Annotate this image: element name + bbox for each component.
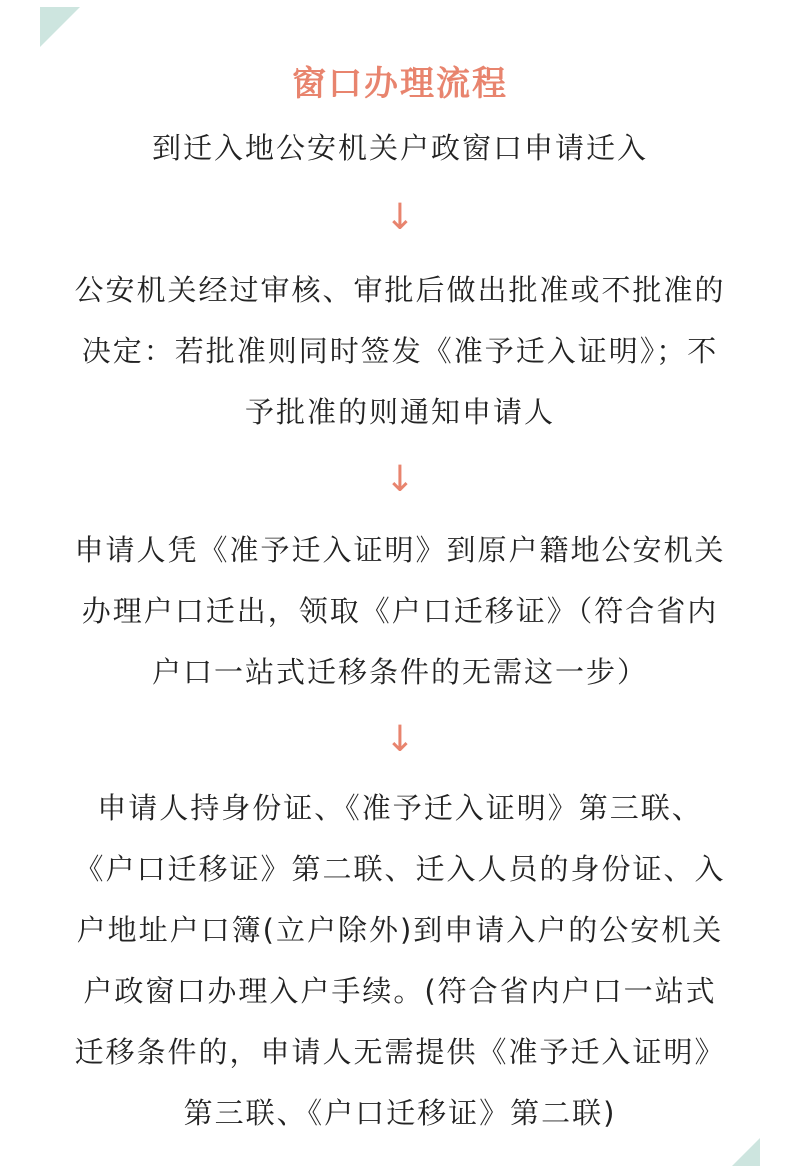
down-arrow-icon: ↓ bbox=[384, 719, 416, 760]
step-2-line: 予批准的则通知申请人 bbox=[244, 395, 555, 429]
down-arrow-icon: ↓ bbox=[384, 459, 416, 500]
step-3-line: 申请人凭《准予迁入证明》到原户籍地公安机关 bbox=[74, 533, 726, 567]
step-2-line: 公安机关经过审核、审批后做出批准或不批准的 bbox=[74, 273, 726, 307]
step-4-line: 申请人持身份证、《准予迁入证明》第三联、 bbox=[97, 791, 703, 825]
page-title: 窗口办理流程 bbox=[292, 64, 508, 104]
step-4-line: 《户口迁移证》第二联、迁入人员的身份证、入 bbox=[74, 852, 726, 886]
down-arrow-icon: ↓ bbox=[384, 197, 416, 238]
step-3-line: 户口一站式迁移条件的无需这一步） bbox=[151, 655, 648, 689]
step-4-line: 迁移条件的，申请人无需提供《准予迁入证明》 bbox=[74, 1035, 726, 1069]
step-1 bbox=[55, 118, 745, 179]
step-3 bbox=[55, 520, 745, 703]
step-3-line: 办理户口迁出，领取《户口迁移证》（符合省内 bbox=[81, 594, 719, 628]
step-4-line: 户地址户口簿(立户除外)到申请入户的公安机关 bbox=[76, 913, 724, 947]
step-2-line: 决定：若批准则同时签发《准予迁入证明》；不 bbox=[81, 334, 719, 368]
corner-decoration-top-left bbox=[40, 7, 80, 47]
step-4 bbox=[55, 778, 745, 1144]
step-1-line: 到迁入地公安机关户政窗口申请迁入 bbox=[151, 131, 648, 165]
step-4-line: 第三联、《户口迁移证》第二联) bbox=[183, 1096, 617, 1130]
step-4-line: 户政窗口办理入户手续。(符合省内户口一站式 bbox=[83, 974, 717, 1008]
step-2 bbox=[55, 260, 745, 443]
